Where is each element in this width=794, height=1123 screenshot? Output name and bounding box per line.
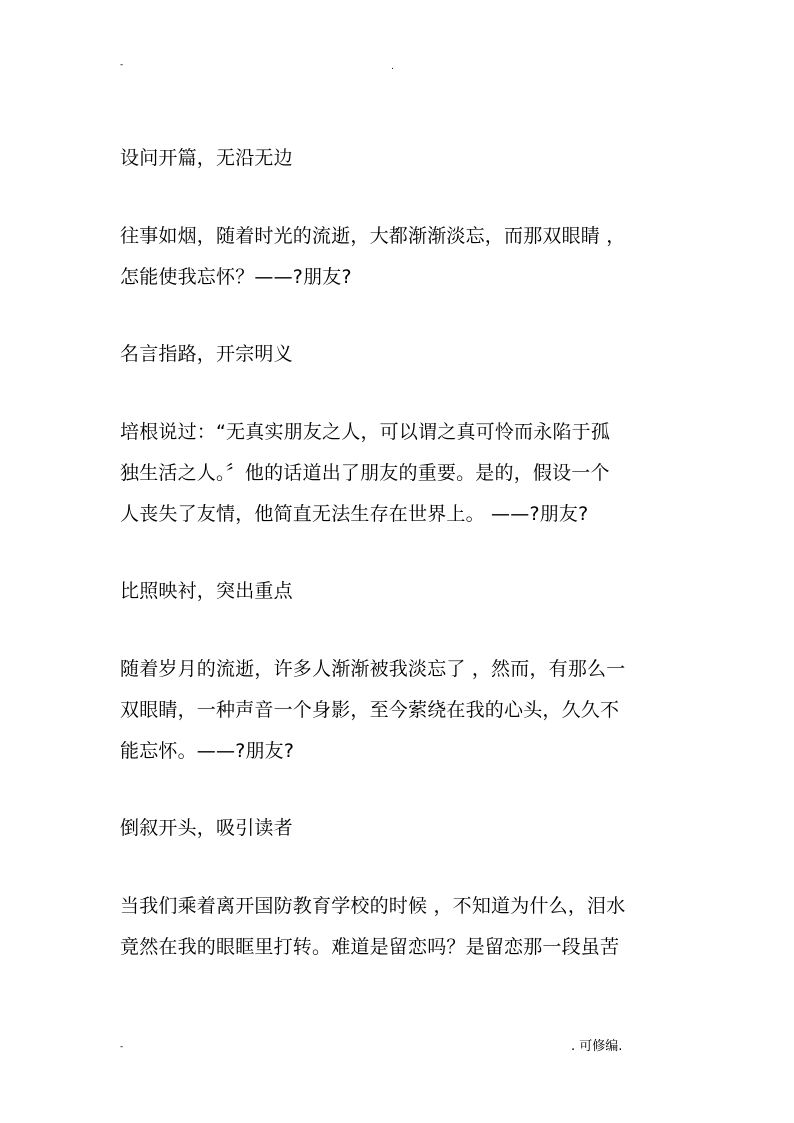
- section-paragraph: [120, 649, 680, 772]
- section: [120, 138, 680, 298]
- paragraph-line: 竟然在我的眼眶里打转。难道是留恋吗？是留恋那一段虽苦: [120, 936, 620, 958]
- section-heading: 比照映衬，突出重点: [120, 580, 293, 602]
- paragraph-line: 怎能使我忘怀？——?朋友?: [120, 266, 352, 288]
- paragraph-line: 培根说过：“无真实朋友之人，可以谓之真可怜而永陷于孤: [120, 421, 611, 443]
- header-mark-mid: .: [391, 62, 394, 72]
- section: [120, 571, 680, 772]
- section-heading: 倒叙开头，吸引读者: [120, 817, 293, 839]
- footer-mark-left: -: [120, 1042, 124, 1052]
- paragraph-line: 双眼睛，一种声音一个身影，至今萦绕在我的心头，久久不: [120, 699, 620, 721]
- paragraph-line: 人丧失了友情，他简直无法生存在世界上。 ——?朋友?: [120, 503, 589, 525]
- section: [120, 808, 680, 968]
- section-heading: 设问开篇，无沿无边: [120, 147, 293, 169]
- paragraph-line: 能忘怀。——?朋友?: [120, 740, 295, 762]
- section-paragraph: [120, 412, 680, 535]
- document-body: [120, 138, 680, 968]
- section-paragraph: [120, 216, 680, 298]
- section-heading: 名言指路，开宗明义: [120, 343, 293, 365]
- section-paragraph: [120, 886, 680, 968]
- paragraph-line: 往事如烟，随着时光的流逝，大都渐渐淡忘，而那双眼睛 ，: [120, 225, 626, 247]
- section: [120, 334, 680, 535]
- paragraph-line: 当我们乘着离开国防教育学校的时候 ，不知道为什么，泪水: [120, 895, 626, 917]
- paragraph-line: 随着岁月的流逝，许多人渐渐被我淡忘了 ，然而，有那么一: [120, 658, 626, 680]
- header-mark-left: -: [120, 60, 124, 70]
- paragraph-line: 独生活之人。〞他的话道出了朋友的重要。是的，假设一个: [120, 462, 610, 484]
- footer-note: . 可修编.: [571, 1039, 623, 1054]
